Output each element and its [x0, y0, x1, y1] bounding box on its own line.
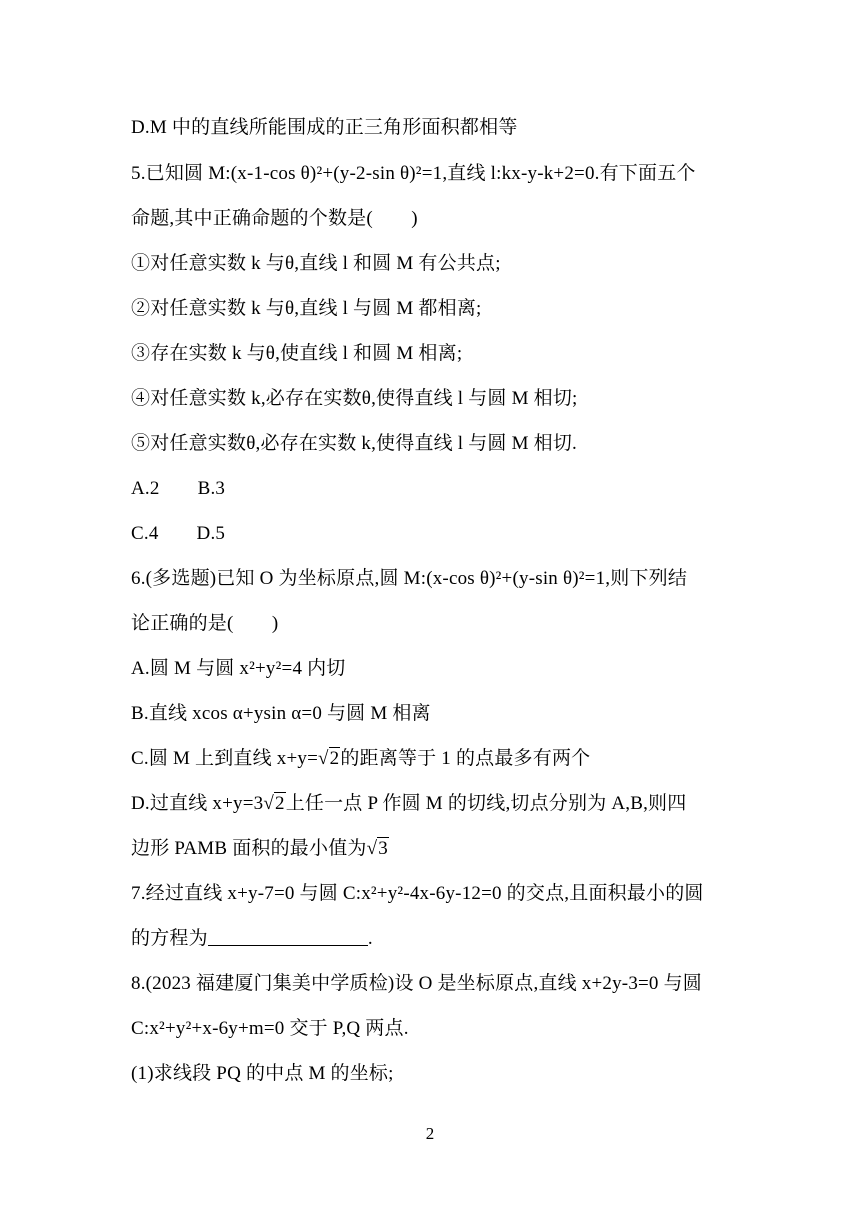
question-7-stem-cont: [131, 927, 373, 951]
q6-option-c: [131, 747, 590, 771]
q6-option-c-text: C.圆 M 上到直线 x+y=√: [131, 748, 329, 769]
q6-option-d-text-post: 上任一点 P 作圆 M 的切线,切点分别为 A,B,则四: [285, 793, 687, 814]
question-5-stem-cont: 命题,其中正确命题的个数是( ): [131, 208, 418, 229]
option-d-q4: D.M 中的直线所能围成的正三角形面积都相等: [131, 117, 518, 138]
radicand: 2: [274, 793, 285, 814]
radicand: 3: [378, 838, 388, 859]
options-ab-q5: [131, 477, 225, 501]
option-d: D.5: [196, 523, 226, 544]
question-7-period: .: [367, 928, 373, 949]
q6-option-d: [131, 792, 686, 816]
q6-option-d-cont: [131, 837, 389, 861]
option-b: B.3: [197, 478, 226, 499]
q6-option-d-cont-text: 边形 PAMB 面积的最小值为√: [131, 838, 378, 859]
proposition-2: ②对任意实数 k 与θ,直线 l 与圆 M 都相离;: [131, 298, 482, 319]
q6-option-c-text-post: 的距离等于 1 的点最多有两个: [340, 748, 591, 769]
question-8-stem: 8.(2023 福建厦门集美中学质检)设 O 是坐标原点,直线 x+2y-3=0 与圆: [131, 973, 702, 994]
question-8-stem-cont: C:x²+y²+x-6y+m=0 交于 P,Q 两点.: [131, 1018, 409, 1039]
page-number: 2: [425, 1124, 435, 1143]
option-c: C.4: [131, 523, 159, 544]
proposition-1: ①对任意实数 k 与θ,直线 l 和圆 M 有公共点;: [131, 253, 501, 274]
q6-option-a: A.圆 M 与圆 x²+y²=4 内切: [131, 658, 346, 679]
proposition-4: ④对任意实数 k,必存在实数θ,使得直线 l 与圆 M 相切;: [131, 388, 578, 409]
radicand: 2: [329, 748, 340, 769]
option-a: A.2: [131, 478, 160, 499]
proposition-3: ③存在实数 k 与θ,使直线 l 和圆 M 相离;: [131, 343, 463, 364]
question-6-stem: 6.(多选题)已知 O 为坐标原点,圆 M:(x-cos θ)²+(y-sin θ)²=1,则下列结: [131, 568, 688, 589]
q6-option-b: B.直线 xcos α+ysin α=0 与圆 M 相离: [131, 703, 431, 724]
q6-option-d-text: D.过直线 x+y=3√: [131, 793, 274, 814]
question-7-stem: 7.经过直线 x+y-7=0 与圆 C:x²+y²-4x-6y-12=0 的交点,且面积最小的圆: [131, 883, 704, 904]
question-8-part-1: (1)求线段 PQ 的中点 M 的坐标;: [131, 1063, 394, 1084]
question-7-text: 的方程为: [131, 928, 208, 949]
proposition-5: ⑤对任意实数θ,必存在实数 k,使得直线 l 与圆 M 相切.: [131, 433, 577, 454]
options-cd-q5: [131, 522, 225, 546]
question-5-stem: 5.已知圆 M:(x-1-cos θ)²+(y-2-sin θ)²=1,直线 l:kx-y-k+2=0.有下面五个: [131, 163, 696, 184]
answer-blank: [208, 927, 368, 946]
question-6-stem-cont: 论正确的是( ): [131, 613, 279, 634]
